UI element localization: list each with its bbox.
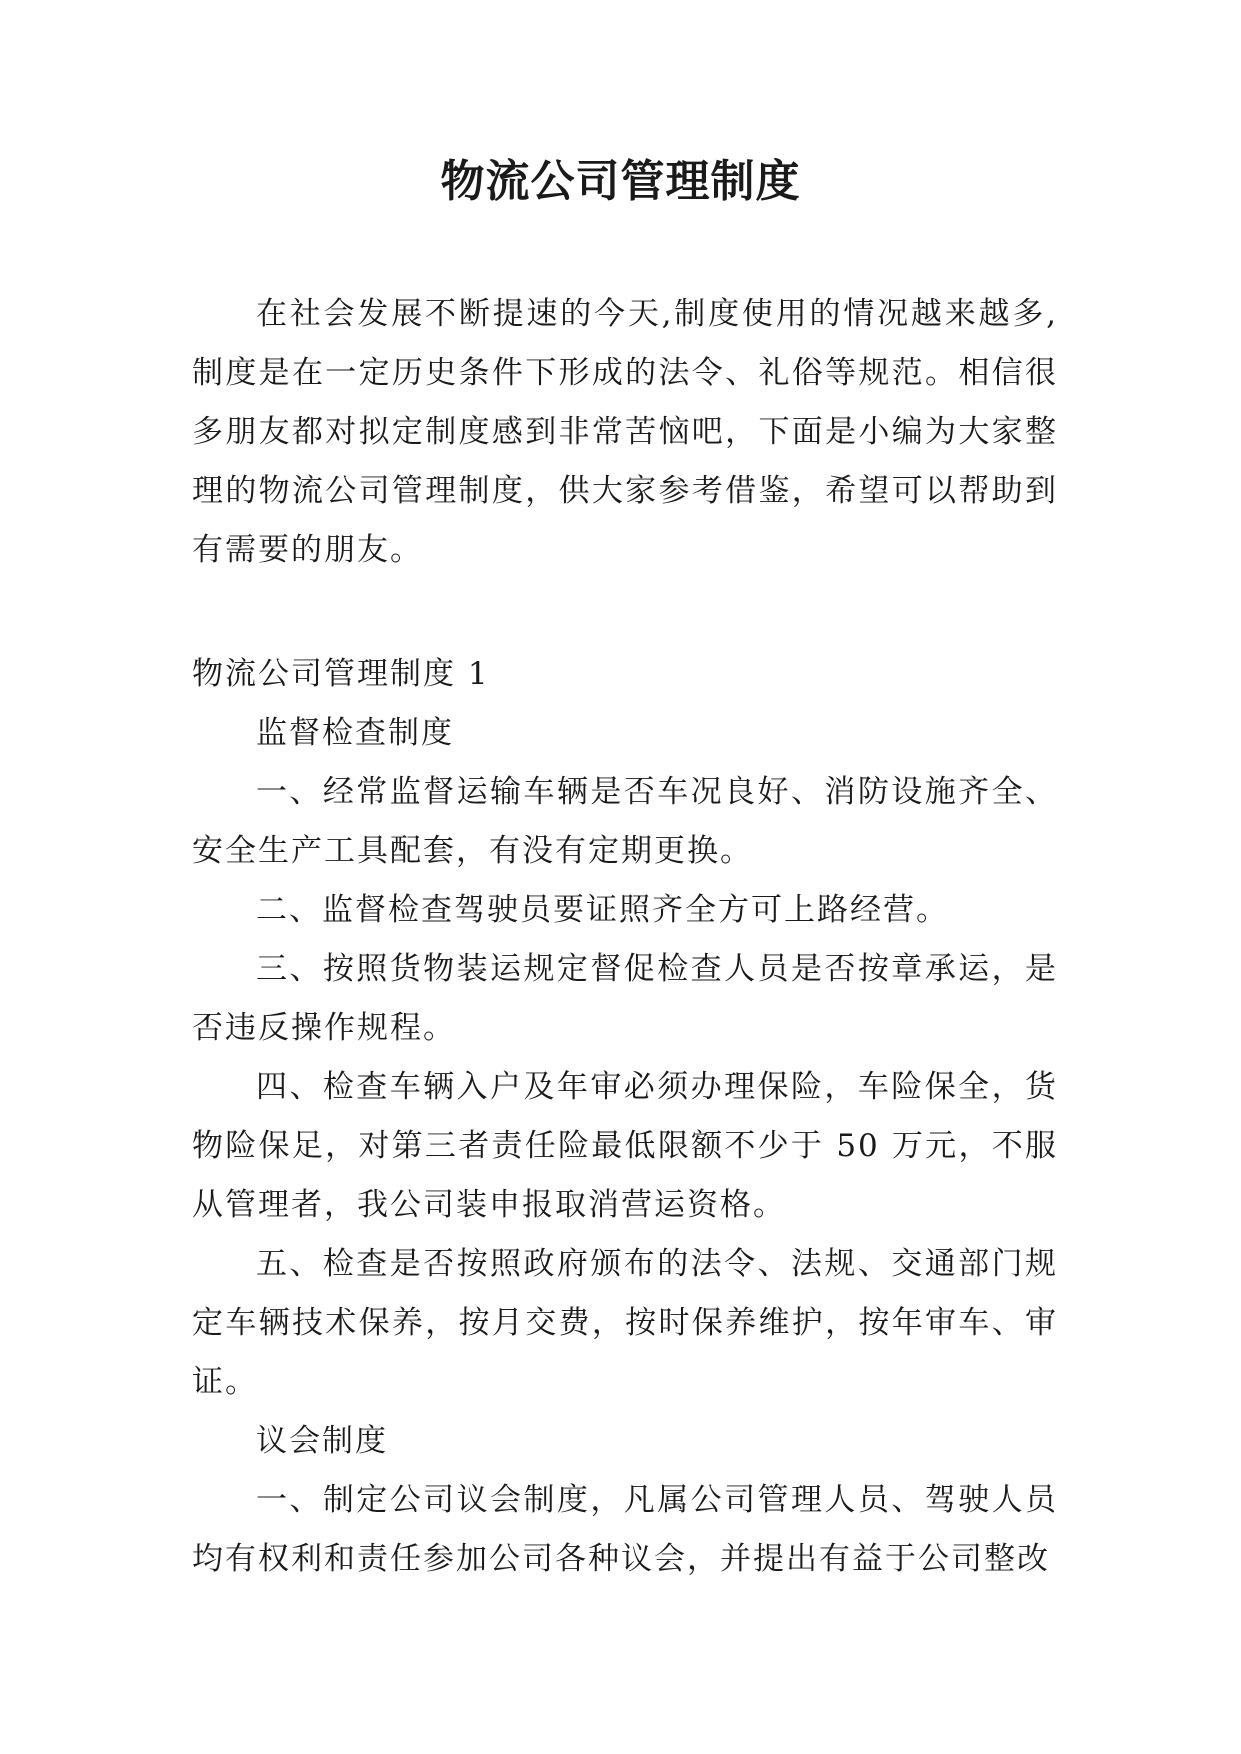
intro-paragraph: 在社会发展不断提速的今天,制度使用的情况越来越多,制度是在一定历史条件下形成的法令、礼俗等规范。相信很多朋友都对拟定制度感到非常苦恼吧，下面是小编为大家整理的物流公司管理制度，供大家参考借鉴，希望可以帮助到有需要的朋友。 [192,296,1058,568]
document-title: 物流公司管理制度 [440,156,801,207]
paragraph-gap [192,580,1058,645]
document-body [192,285,1058,1589]
list-item: 一、制定公司议会制度，凡属公司管理人员、驾驶人员均有权利和责任参加公司各种议会，并提出有益于公司整改 [192,1482,1058,1577]
list-item: 二、监督检查驾驶员要证照齐全方可上路经营。 [256,892,949,928]
list-item: 四、检查车辆入户及年审必须办理保险，车险保全，货物险保足，对第三者责任险最低限额不少于 50 万元，不服从管理者，我公司装申报取消营运资格。 [192,1069,1058,1223]
section-heading: 物流公司管理制度 1 [192,656,490,692]
subheading-supervision: 监督检查制度 [256,715,454,751]
list-item: 一、经常监督运输车辆是否车况良好、消防设施齐全、安全生产工具配套，有没有定期更换。 [192,774,1058,869]
subheading-meeting: 议会制度 [256,1423,388,1459]
list-item: 五、检查是否按照政府颁布的法令、法规、交通部门规定车辆技术保养，按月交费，按时保养维护，按年审车、审证。 [192,1246,1058,1400]
list-item: 三、按照货物装运规定督促检查人员是否按章承运，是否违反操作规程。 [192,951,1058,1046]
